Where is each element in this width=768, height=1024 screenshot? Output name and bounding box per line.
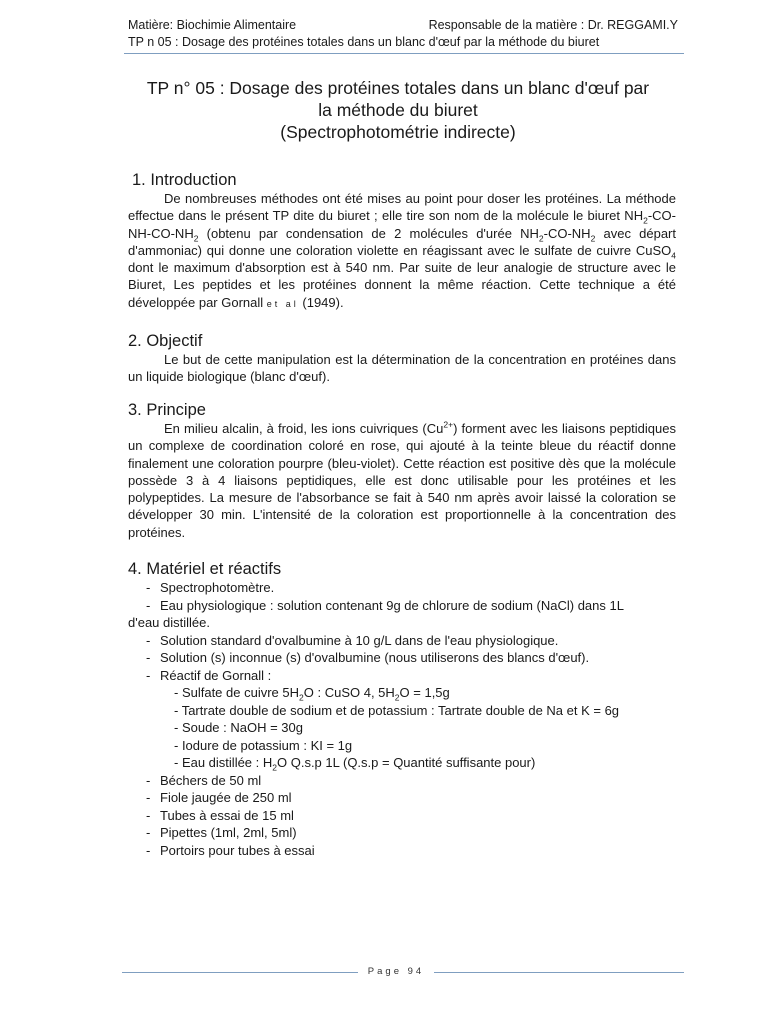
title-line-2: la méthode du biuret xyxy=(318,100,478,120)
list-item: - Pipettes (1ml, 2ml, 5ml) xyxy=(146,825,297,840)
title-line-3: (Spectrophotométrie indirecte) xyxy=(280,122,516,142)
sub-list-item: - Sulfate de cuivre $5H_2O$ : CuSO 4, $5H_2O = 1,5g$ xyxy=(174,685,450,703)
list-item: - Solution standard d'ovalbumine à 10 g/L dans de l'eau physiologique. xyxy=(146,632,559,648)
header-matiere: Matière: Biochimie Alimentaire xyxy=(128,18,297,32)
objectif-paragraph: Le but de cette manipulation est la détermination de la concentration en protéines dans un liquide biologique (blanc d'œuf). xyxy=(128,352,676,385)
sub-list-item: - Eau distillée : $H_2O$ Q.s.p 1L (Q.s.p = Quantité suffisante pour) xyxy=(174,755,536,773)
section-objectif xyxy=(128,331,676,386)
principe-heading: 3. Principe xyxy=(128,401,206,419)
footer-divider-left xyxy=(122,972,358,973)
list-item: - Eau physiologique : solution contenant 9g de chlorure de sodium (NaCl) dans 1L d'eau distillée. xyxy=(128,597,624,630)
section-introduction xyxy=(128,170,676,313)
list-item: - Réactif de Gornall : xyxy=(146,667,272,683)
header-divider xyxy=(124,53,684,54)
materiel-heading: 4. Matériel et réactifs xyxy=(128,560,282,578)
header-tp-line: TP n 05 : Dosage des protéines totales dans un blanc d'œuf par la méthode du biuret xyxy=(128,35,600,49)
list-item: - Portoirs pour tubes à essai xyxy=(146,842,315,858)
footer-divider-right xyxy=(434,972,684,973)
list-item: - Fiole jaugée de 250 ml xyxy=(146,790,292,805)
introduction-paragraph: De nombreuses méthodes ont été mises au point pour doser les protéines. La méthode effectue dans le présent TP dite du biuret ; elle tire son nom de la molécule le biuret $NH_2-CO-NH-CO-NH_2$ (obtenu par condensation de 2 molécules d'urée $NH_2-CO-NH_2$ avec départ d'ammoniac) qui donne une coloration violette en réagissant avec le sulfate de cuivre CuSO$_4$ dont le maximum d'absorption est à 540 nm. Par suite de leur analogie de structure avec le Biuret, Les peptides et les protéines donnent la même réaction. Cette technique a été développée par Gornall et al (1949). xyxy=(128,191,676,310)
sub-list-item: - Tartrate double de sodium et de potassium : Tartrate double de Na et K = 6g xyxy=(174,702,620,718)
introduction-heading: 1. Introduction xyxy=(132,171,237,189)
list-item: - Spectrophotomètre. xyxy=(146,580,275,595)
list-item: - Béchers de 50 ml xyxy=(146,772,262,788)
list-item: - Solution (s) inconnue (s) d'ovalbumine (nous utiliserons des blancs d'œuf). xyxy=(146,650,590,665)
header-responsable: Responsable de la matière : Dr. REGGAMI.Y xyxy=(428,18,678,32)
section-principe xyxy=(128,400,676,541)
document-title xyxy=(118,77,678,143)
sub-list-item: - Soude : NaOH = 30g xyxy=(174,720,303,735)
list-item: - Tubes à essai de 15 ml xyxy=(146,807,294,823)
materiel-list xyxy=(128,579,676,859)
running-header xyxy=(128,17,678,33)
objectif-heading: 2. Objectif xyxy=(128,332,203,350)
principe-paragraph: En milieu alcalin, à froid, les ions cuivriques $(Cu^{2+})$ forment avec les liaisons peptidiques un complexe de coordination coloré en rose, qui ajouté à la teinte bleue du réactif donne finalement une coloration pourpre (bleu-violet). Cette réaction est positive dès que la molécule possède 3 à 4 liaisons peptidiques, elle est donc utilisable pour les protéines et les polypeptides. La mesure de l'absorbance se fait à 540 nm après avoir laissé la coloration se développer 30 min. L'intensité de la coloration est proportionnelle à la concentration des protéines. xyxy=(128,419,676,540)
section-materiel xyxy=(128,559,676,859)
sub-list-item: - Iodure de potassium : KI = 1g xyxy=(174,737,353,753)
title-line-1: TP n° 05 : Dosage des protéines totales dans un blanc d'œuf par xyxy=(146,78,650,98)
etal-italic: et al xyxy=(266,298,299,309)
page-number: Page 94 xyxy=(367,966,425,977)
